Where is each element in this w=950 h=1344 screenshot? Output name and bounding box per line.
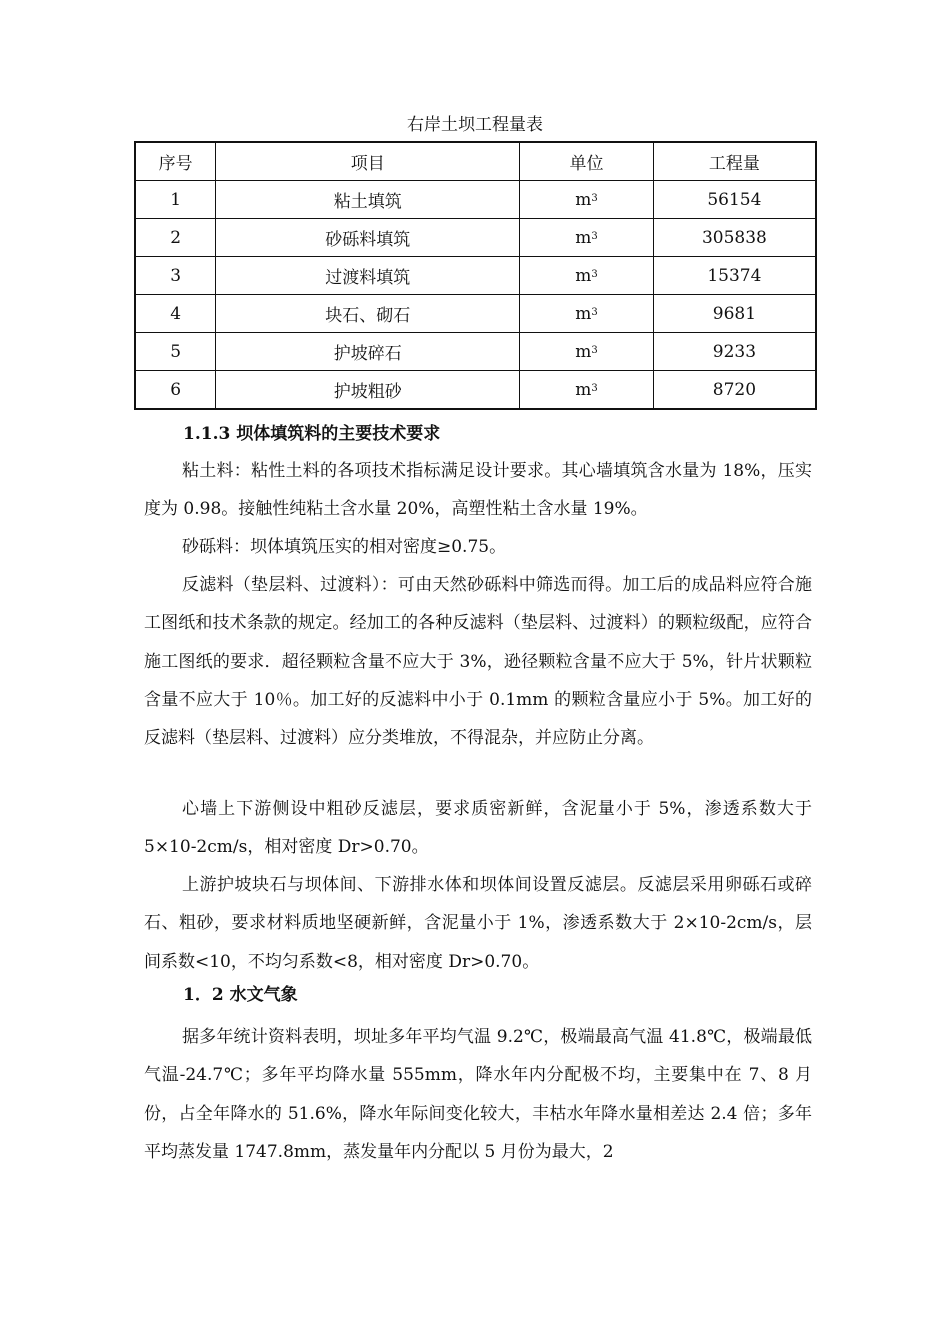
cell-unit xyxy=(520,371,654,410)
cell-no: 6 xyxy=(135,371,216,410)
header-no: 序号 xyxy=(135,142,216,181)
paragraph-hydrology: 据多年统计资料表明，坝址多年平均气温 9.2℃，极端最高气温 41.8℃，极端最低气温-24.7℃；多年平均降水量 555mm，降水年内分配极不均，主要集中在 7、8 月份，占全年降水的 51.6%，降水年际间变化较大，丰枯水年降水量相差达 2.4 倍；多年平均蒸发量 1747.8mm，蒸发量年内分配以 5 月份为最大，2 xyxy=(144,1027,812,1162)
cell-quantity: 9681 xyxy=(653,295,816,333)
paragraph-core-wall-filter: 心墙上下游侧设中粗砂反滤层，要求质密新鲜，含泥量小于 5%，渗透系数大于 5×10-2cm/s，相对密度 Dr>0.70。 xyxy=(144,799,812,858)
cell-item: 护坡碎石 xyxy=(216,333,520,371)
cell-item: 砂砾料填筑 xyxy=(216,219,520,257)
table-row xyxy=(135,333,816,371)
table-row xyxy=(135,181,816,219)
cell-no: 1 xyxy=(135,181,216,219)
unit-base: m xyxy=(575,189,592,210)
unit-base: m xyxy=(575,379,592,400)
cell-item: 粘土填筑 xyxy=(216,181,520,219)
unit-base: m xyxy=(575,227,592,248)
table-row xyxy=(135,371,816,410)
quantity-table xyxy=(134,141,817,410)
unit-superscript: 3 xyxy=(591,230,598,242)
table-row xyxy=(135,219,816,257)
header-item: 项目 xyxy=(216,142,520,181)
cell-no: 2 xyxy=(135,219,216,257)
cell-unit xyxy=(520,181,654,219)
cell-unit xyxy=(520,333,654,371)
cell-unit xyxy=(520,295,654,333)
paragraph-clay: 粘土料：粘性土料的各项技术指标满足设计要求。其心墙填筑含水量为 18%，压实度为 0.98。接触性纯粘土含水量 20%，高塑性粘土含水量 19%。 xyxy=(144,461,812,520)
unit-base: m xyxy=(575,341,592,362)
paragraph-slope-filter: 上游护坡块石与坝体间、下游排水体和坝体间设置反滤层。反滤层采用卵砾石或碎石、粗砂，要求材料质地坚硬新鲜，含泥量小于 1%，渗透系数大于 2×10-2cm/s，层间系数<10，不均匀系数<8，相对密度 Dr>0.70。 xyxy=(144,875,812,972)
cell-quantity: 8720 xyxy=(653,371,816,410)
cell-item: 过渡料填筑 xyxy=(216,257,520,295)
paragraph-filter: 反滤料（垫层料、过渡料）：可由天然砂砾料中筛选而得。加工后的成品料应符合施工图纸和技术条款的规定。经加工的各种反滤料（垫层料、过渡料）的颗粒级配，应符合施工图纸的要求．超径颗粒含量不应大于 3%，逊径颗粒含量不应大于 5%，针片状颗粒含量不应大于 10％。加工好的反滤料中小于 0.1mm 的颗粒含量应小于 5%。加工好的反滤料（垫层料、过渡料）应分类堆放，不得混杂，并应防止分离。 xyxy=(144,575,812,749)
section-heading-1-2: 1．2 水文气象 xyxy=(183,985,298,1005)
cell-quantity: 305838 xyxy=(653,219,816,257)
cell-no: 4 xyxy=(135,295,216,333)
cell-item: 护坡粗砂 xyxy=(216,371,520,410)
header-quantity: 工程量 xyxy=(653,142,816,181)
unit-base: m xyxy=(575,265,592,286)
paragraph-gravel: 砂砾料：坝体填筑压实的相对密度≥0.75。 xyxy=(182,537,507,557)
unit-base: m xyxy=(575,303,592,324)
section-heading-1-1-3: 1.1.3 坝体填筑料的主要技术要求 xyxy=(183,424,441,444)
cell-no: 5 xyxy=(135,333,216,371)
table-title: 右岸土坝工程量表 xyxy=(407,115,543,135)
unit-superscript: 3 xyxy=(591,306,598,318)
cell-unit xyxy=(520,257,654,295)
header-unit: 单位 xyxy=(520,142,654,181)
unit-superscript: 3 xyxy=(591,344,598,356)
cell-quantity: 15374 xyxy=(653,257,816,295)
cell-no: 3 xyxy=(135,257,216,295)
unit-superscript: 3 xyxy=(591,268,598,280)
table-row xyxy=(135,295,816,333)
cell-item: 块石、砌石 xyxy=(216,295,520,333)
unit-superscript: 3 xyxy=(591,382,598,394)
cell-quantity: 9233 xyxy=(653,333,816,371)
table-row xyxy=(135,257,816,295)
cell-unit xyxy=(520,219,654,257)
table-header-row xyxy=(135,142,816,181)
unit-superscript: 3 xyxy=(591,192,598,204)
cell-quantity: 56154 xyxy=(653,181,816,219)
